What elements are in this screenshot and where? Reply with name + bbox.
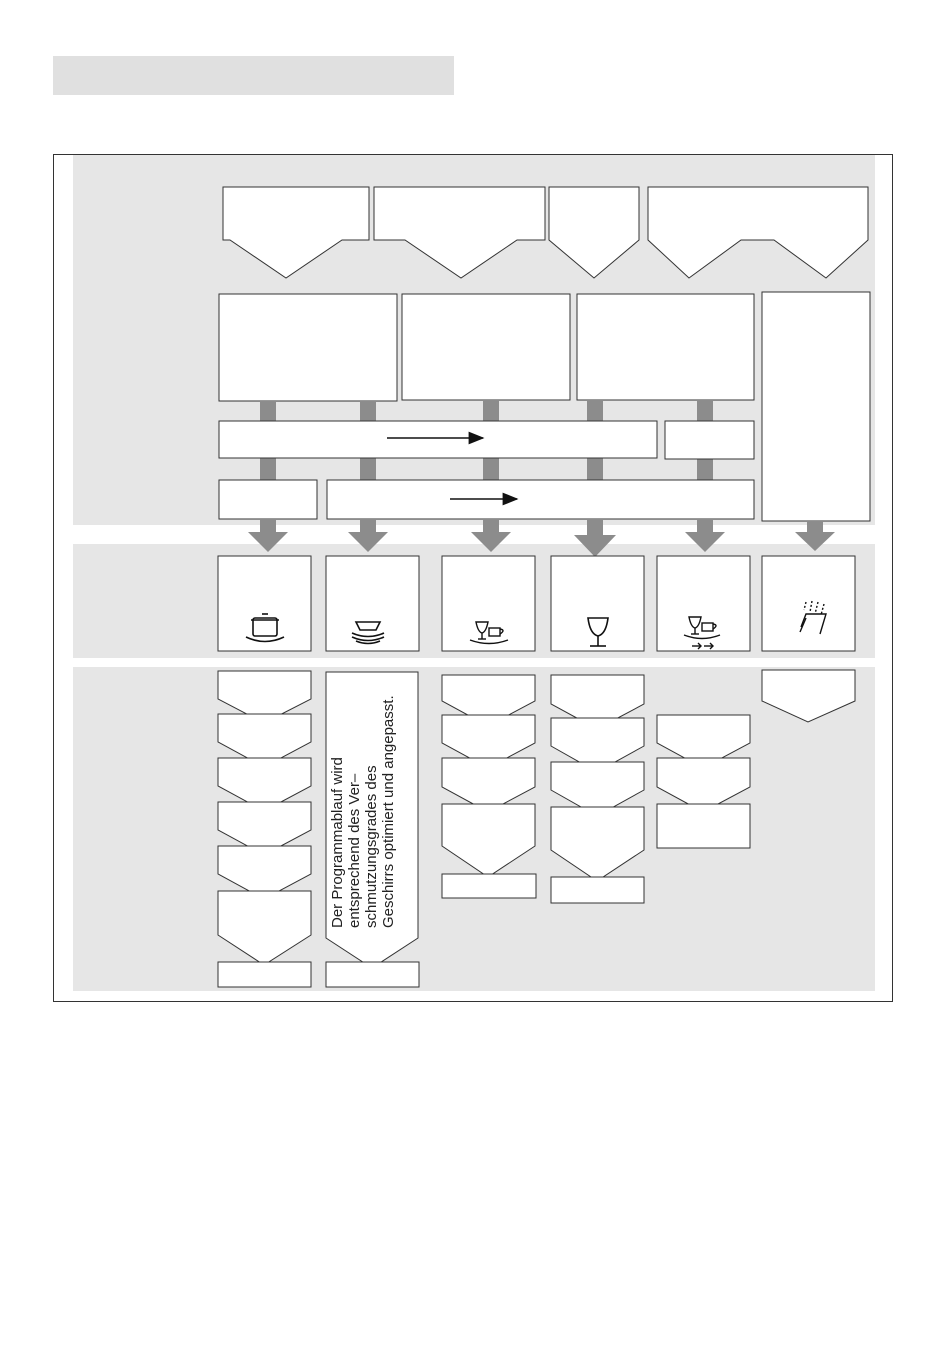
step-end-box [442,874,536,898]
bar-small-1 [665,421,754,459]
connector [697,400,713,421]
step-end-box [326,962,419,987]
connector [697,459,713,480]
connector [587,400,603,421]
connector [360,401,376,421]
program-box-pre-rinse[interactable] [762,556,855,651]
connector [260,458,276,480]
upper-box-3 [577,294,754,400]
program-box-normal[interactable] [442,556,535,651]
upper-box-2 [402,294,570,400]
step-end-box [551,877,644,903]
auto-note-text: Der Programmablauf wird entsprechend des Ver– schmutzungsgrades des Geschirrs optimiert und angepasst. [329,695,397,928]
connector [483,458,499,480]
upper-box-1 [219,294,397,401]
step-end-box [657,804,750,848]
program-box-quick[interactable] [657,556,750,651]
connector [260,401,276,421]
bar-wide-1 [219,421,657,458]
side-box [762,292,870,521]
step-end-box [218,962,311,987]
connector [587,458,603,480]
connector [360,458,376,480]
bar-small-2 [219,480,317,519]
connector [483,400,499,421]
bar-wide-2 [327,480,754,519]
